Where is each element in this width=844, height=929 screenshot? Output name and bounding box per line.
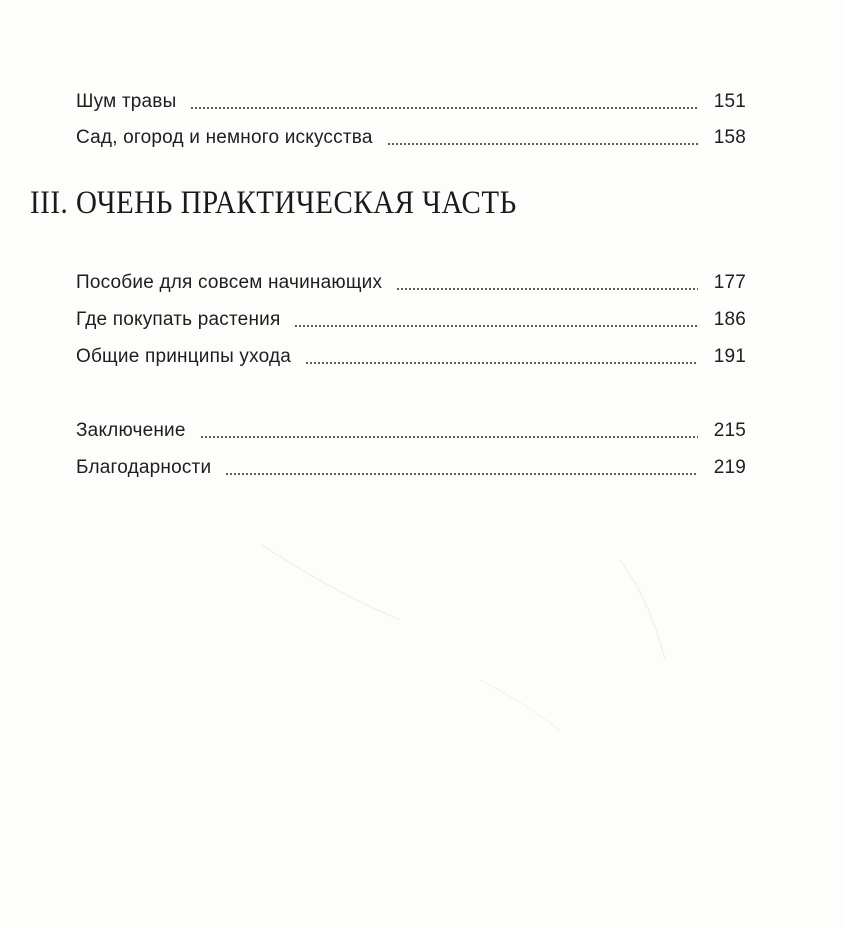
toc-leader-dots: [225, 473, 698, 475]
toc-entry-title: Шум травы: [76, 91, 177, 112]
toc-entry-title: Благодарности: [76, 457, 212, 478]
toc-entry-page: 177: [713, 272, 746, 293]
toc-entry-title: Заключение: [76, 420, 186, 441]
toc-entry-title: Сад, огород и немного искусства: [76, 127, 373, 148]
toc-leader-dots: [294, 325, 698, 327]
toc-leader-dots: [396, 288, 698, 290]
toc-leader-dots: [387, 143, 698, 145]
section-heading[interactable]: III. ОЧЕНЬ ПРАКТИЧЕСКАЯ ЧАСТЬ: [30, 185, 517, 221]
toc-entry-title: Пособие для совсем начинающих: [76, 272, 383, 293]
toc-entry[interactable]: [76, 414, 746, 442]
toc-entry[interactable]: [76, 340, 746, 368]
toc-entry-title: Где покупать растения: [76, 309, 281, 330]
toc-entry[interactable]: [76, 85, 746, 113]
toc-entry[interactable]: [76, 451, 746, 479]
toc-entry-page: 158: [713, 127, 746, 148]
toc-entry[interactable]: [76, 303, 746, 331]
toc-entry[interactable]: [76, 121, 746, 149]
toc-entry-page: 151: [713, 91, 746, 112]
toc-entry-title: Общие принципы ухода: [76, 346, 292, 367]
toc-entry-page: 186: [713, 309, 746, 330]
toc-leader-dots: [305, 362, 698, 364]
toc-leader-dots: [200, 436, 698, 438]
toc-entry-page: 215: [713, 420, 746, 441]
toc-entry-page: 191: [713, 346, 746, 367]
toc-entry[interactable]: [76, 266, 746, 294]
toc-leader-dots: [190, 107, 698, 109]
toc-entry-page: 219: [713, 457, 746, 478]
